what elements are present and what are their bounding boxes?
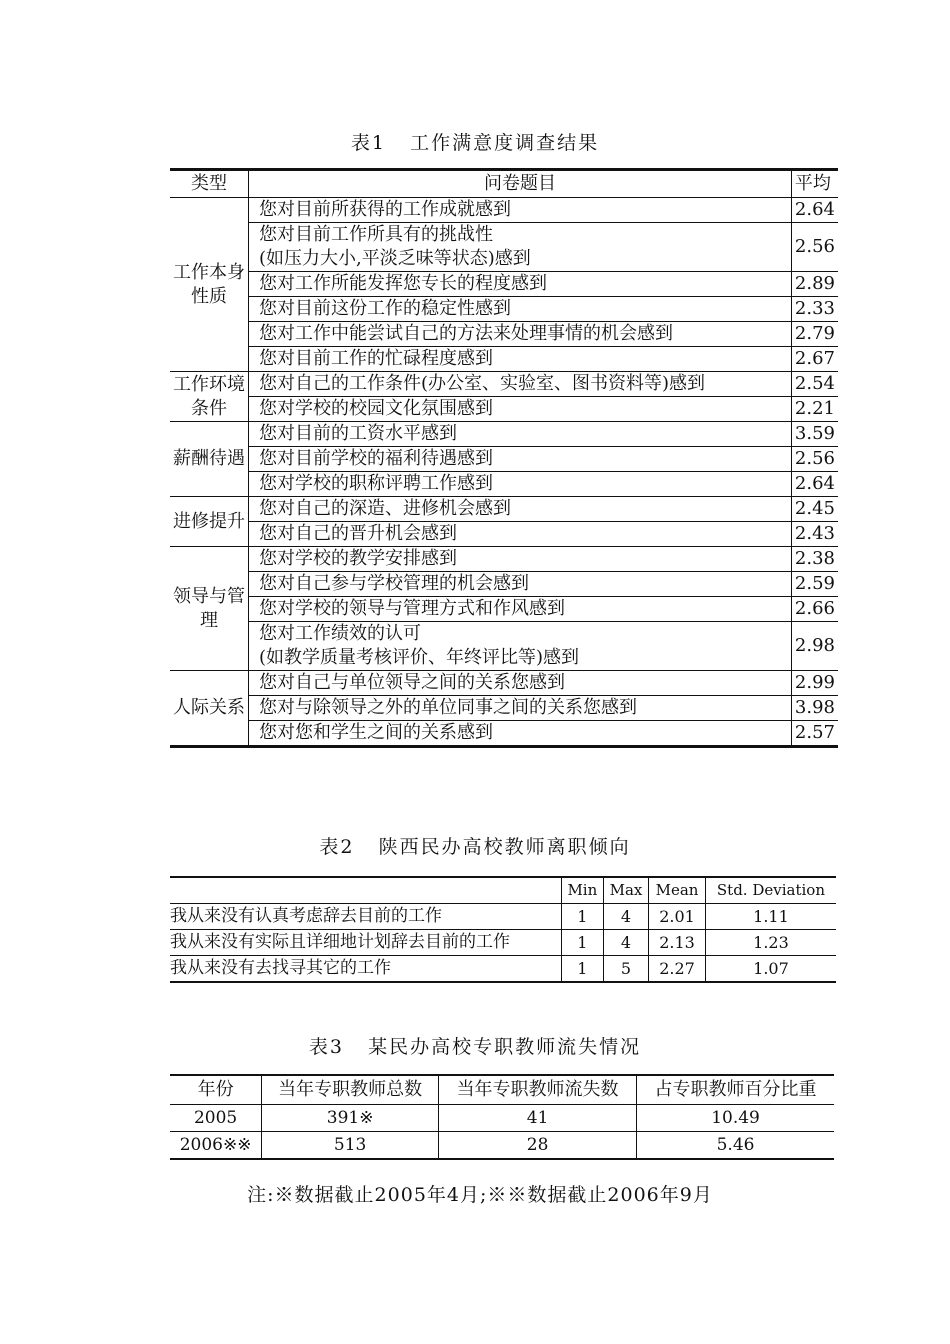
type-cell: 人际关系 [170,671,249,747]
question-cell: 您对学校的职称评聘工作感到 [249,472,792,497]
average-cell: 2.59 [791,572,838,597]
question-cell: 您对目前所获得的工作成就感到 [249,198,792,223]
table-row [170,671,838,696]
table-header-row [170,877,836,904]
header-min: Min [561,877,603,904]
average-cell: 2.56 [791,223,838,272]
total-cell: 391※ [262,1105,439,1132]
min-cell: 1 [561,930,603,956]
average-cell: 2.33 [791,297,838,322]
footnote: 注:※数据截止2005年4月;※※数据截止2006年9月 [247,1184,713,1206]
table-row [170,422,838,447]
percent-cell: 10.49 [637,1105,834,1132]
header-std: Std. Deviation [705,877,836,904]
table-row [170,472,838,497]
question-cell: 您对目前的工资水平感到 [249,422,792,447]
table-header-row [170,1075,834,1105]
header-loss: 当年专职教师流失数 [439,1075,637,1105]
loss-cell: 28 [439,1132,637,1160]
question-cell: 您对自己的晋升机会感到 [249,522,792,547]
table-row [170,272,838,297]
table-row [170,372,838,397]
statement-cell: 我从来没有实际且详细地计划辞去目前的工作 [170,930,561,956]
average-cell: 2.67 [791,347,838,372]
statement-cell: 我从来没有认真考虑辞去目前的工作 [170,904,561,930]
type-cell: 薪酬待遇 [170,422,249,497]
table-row [170,1132,834,1160]
question-cell: 您对目前工作的忙碌程度感到 [249,347,792,372]
loss-cell: 41 [439,1105,637,1132]
average-cell: 2.45 [791,497,838,522]
question-cell: 您对学校的教学安排感到 [249,547,792,572]
average-cell: 2.66 [791,597,838,622]
max-cell: 4 [603,904,648,930]
table-row [170,696,838,721]
question-cell: 您对目前工作所具有的挑战性 (如压力大小,平淡乏味等状态)感到 [249,223,792,272]
type-cell: 工作环境条件 [170,372,249,422]
table-row [170,930,836,956]
header-max: Max [603,877,648,904]
question-cell: 您对工作中能尝试自己的方法来处理事情的机会感到 [249,322,792,347]
min-cell: 1 [561,904,603,930]
average-cell: 2.98 [791,622,838,671]
header-total: 当年专职教师总数 [262,1075,439,1105]
year-cell: 2006※※ [170,1132,262,1160]
table-row [170,347,838,372]
average-cell: 3.59 [791,422,838,447]
table-row [170,1105,834,1132]
total-cell: 513 [262,1132,439,1160]
std-cell: 1.11 [705,904,836,930]
table-row [170,904,836,930]
question-cell: 您对自己与单位领导之间的关系您感到 [249,671,792,696]
table-row [170,721,838,747]
year-cell: 2005 [170,1105,262,1132]
max-cell: 4 [603,930,648,956]
table-row [170,522,838,547]
average-cell: 2.79 [791,322,838,347]
header-mean: Mean [649,877,706,904]
mean-cell: 2.13 [649,930,706,956]
average-cell: 2.57 [791,721,838,747]
average-cell: 2.38 [791,547,838,572]
question-cell: 您对自己的工作条件(办公室、实验室、图书资料等)感到 [249,372,792,397]
table-row [170,497,838,522]
header-blank [170,877,561,904]
type-cell: 领导与管理 [170,547,249,671]
table-row [170,597,838,622]
question-cell: 您对学校的校园文化氛围感到 [249,397,792,422]
table-row [170,956,836,983]
teacher-loss-table [170,1074,834,1160]
percent-cell: 5.46 [637,1132,834,1160]
question-cell: 您对目前这份工作的稳定性感到 [249,297,792,322]
table-row [170,447,838,472]
std-cell: 1.23 [705,930,836,956]
table-row [170,397,838,422]
average-cell: 2.21 [791,397,838,422]
min-cell: 1 [561,956,603,983]
average-cell: 3.98 [791,696,838,721]
satisfaction-table [170,168,838,748]
table3-caption: 表3 某民办高校专职教师流失情况 [308,1036,642,1058]
header-question: 问卷题目 [249,170,792,198]
question-cell: 您对目前学校的福利待遇感到 [249,447,792,472]
average-cell: 2.99 [791,671,838,696]
table-row [170,223,838,272]
table-row [170,547,838,572]
question-cell: 您对学校的领导与管理方式和作风感到 [249,597,792,622]
max-cell: 5 [603,956,648,983]
average-cell: 2.54 [791,372,838,397]
type-cell: 工作本身性质 [170,198,249,372]
header-type: 类型 [170,170,249,198]
header-year: 年份 [170,1075,262,1105]
header-percent: 占专职教师百分比重 [637,1075,834,1105]
average-cell: 2.64 [791,472,838,497]
question-cell: 您对与除领导之外的单位同事之间的关系您感到 [249,696,792,721]
turnover-intention-table [170,876,836,983]
table-row [170,622,838,671]
type-cell: 进修提升 [170,497,249,547]
question-cell: 您对自己参与学校管理的机会感到 [249,572,792,597]
average-cell: 2.89 [791,272,838,297]
table-row [170,297,838,322]
mean-cell: 2.01 [649,904,706,930]
average-cell: 2.56 [791,447,838,472]
table1-caption: 表1 工作满意度调查结果 [350,132,600,154]
question-cell: 您对工作绩效的认可 (如教学质量考核评价、年终评比等)感到 [249,622,792,671]
statement-cell: 我从来没有去找寻其它的工作 [170,956,561,983]
std-cell: 1.07 [705,956,836,983]
question-cell: 您对自己的深造、进修机会感到 [249,497,792,522]
table2-caption: 表2 陕西民办高校教师离职倾向 [319,836,631,858]
table-header-row [170,170,838,198]
table-row [170,198,838,223]
average-cell: 2.64 [791,198,838,223]
average-cell: 2.43 [791,522,838,547]
header-average: 平均 [791,170,838,198]
question-cell: 您对工作所能发挥您专长的程度感到 [249,272,792,297]
table-row [170,572,838,597]
question-cell: 您对您和学生之间的关系感到 [249,721,792,747]
mean-cell: 2.27 [649,956,706,983]
table-row [170,322,838,347]
